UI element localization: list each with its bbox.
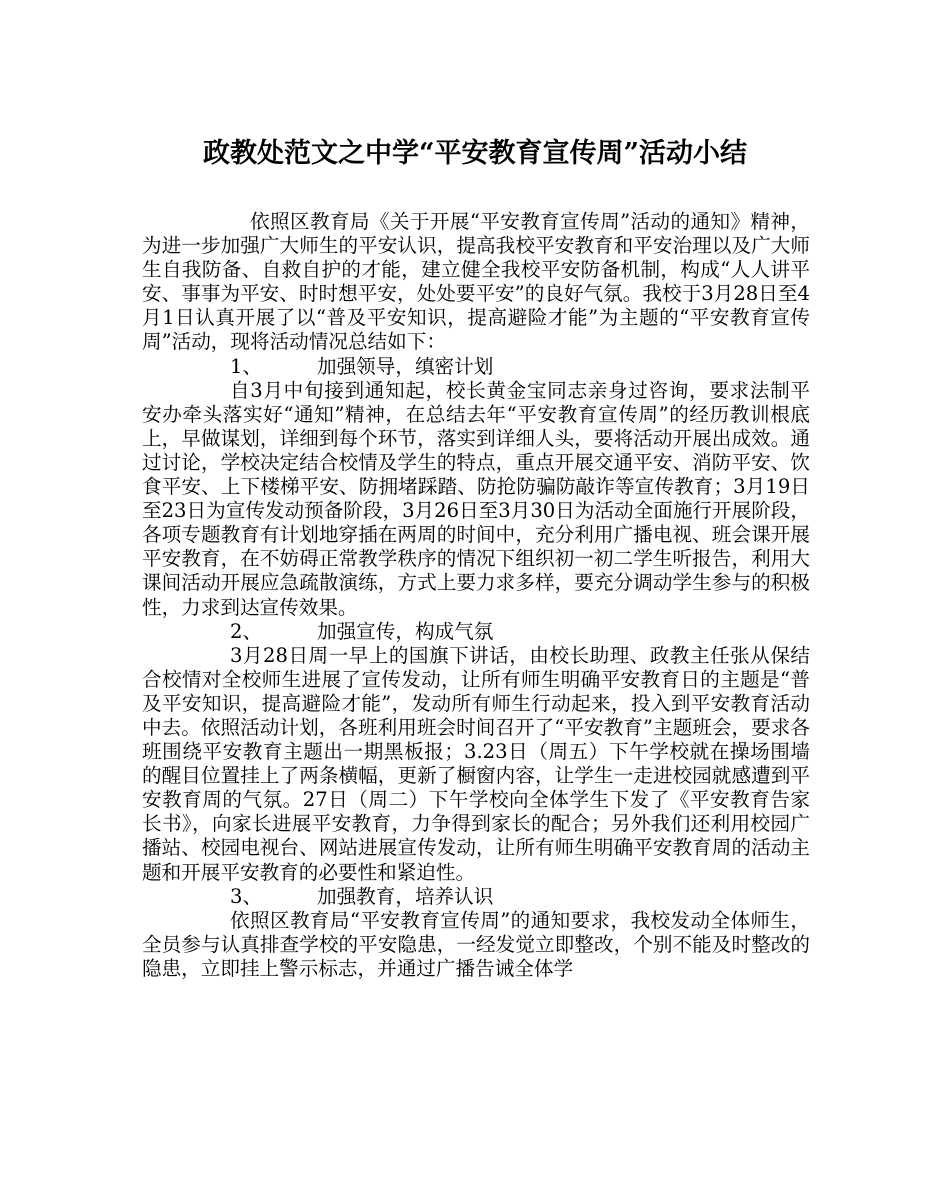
section-heading-text-3: 加强教育，培养认识 — [317, 884, 494, 908]
document-title: 政教处范文之中学“平安教育宣传周”活动小结 — [202, 138, 748, 169]
section-number-1: 1、 — [230, 354, 263, 378]
section-heading-3 — [142, 885, 810, 909]
section-heading-1 — [142, 355, 810, 379]
document-body — [142, 210, 810, 981]
section-number-3: 3、 — [230, 884, 263, 908]
section-heading-2 — [142, 620, 810, 644]
section-paragraph-1: 自3月中旬接到通知起，校长黄金宝同志亲身过咨询，要求法制平安办牵头落实好“通知”精神，在总结去年“平安教育宣传周”的经历教训根底上，早做谋划，详细到每个环节，落实到详细人头，要将活动开展出成效。通过讨论，学校决定结合校情及学生的特点，重点开展交通平安、消防平安、饮食平安、上下楼梯平安、防拥堵踩踏、防抢防骗防敲诈等宣传教育；3月19日至23日为宣传发动预备阶段，3月26日至3月30日为活动全面施行开展阶段，各项专题教育有计划地穿插在两周的时间中，充分利用广播电视、班会课开展平安教育，在不妨碍正常教学秩序的情况下组织初一初二学生听报告，利用大课间活动开展应急疏散演练，方式上要力求多样，要充分调动学生参与的积极性，力求到达宣传效果。 — [142, 378, 810, 619]
intro-paragraph: 依照区教育局《关于开展“平安教育宣传周”活动的通知》精神，为进一步加强广大师生的平安认识，提高我校平安教育和平安治理以及广大师生自我防备、自救自护的才能，建立健全我校平安防备机制，构成“人人讲平安、事事为平安、时时想平安，处处要平安”的良好气氛。我校于3月28日至4月1日认真开展了以“普及平安知识，提高避险才能”为主题的“平安教育宣传周”活动，现将活动情况总结如下： — [142, 210, 810, 354]
section-heading-text-1: 加强领导，缜密计划 — [317, 354, 494, 378]
section-heading-text-2: 加强宣传，构成气氛 — [317, 619, 494, 643]
section-paragraph-3: 依照区教育局“平安教育宣传周”的通知要求，我校发动全体师生，全员参与认真排查学校的平安隐患，一经发觉立即整改，个别不能及时整改的隐患，立即挂上警示标志，并通过广播告诫全体学 — [142, 908, 810, 980]
section-number-2: 2、 — [230, 619, 263, 643]
section-paragraph-2: 3月28日周一早上的国旗下讲话，由校长助理、政教主任张从保结合校情对全校师生进展了宣传发动，让所有师生明确平安教育日的主题是“普及平安知识，提高避险才能”，发动所有师生行动起来，投入到平安教育活动中去。依照活动计划，各班利用班会时间召开了“平安教育”主题班会，要求各班围绕平安教育主题出一期黑板报；3.23日（周五）下午学校就在操场围墙的醒目位置挂上了两条横幅，更新了橱窗内容，让学生一走进校园就感遭到平安教育周的气氛。27日（周二）下午学校向全体学生下发了《平安教育告家长书》，向家长进展平安教育，力争得到家长的配合；另外我们还利用校园广播站、校园电视台、网站进展宣传发动，让所有师生明确平安教育周的活动主题和开展平安教育的必要性和紧迫性。 — [142, 643, 810, 884]
